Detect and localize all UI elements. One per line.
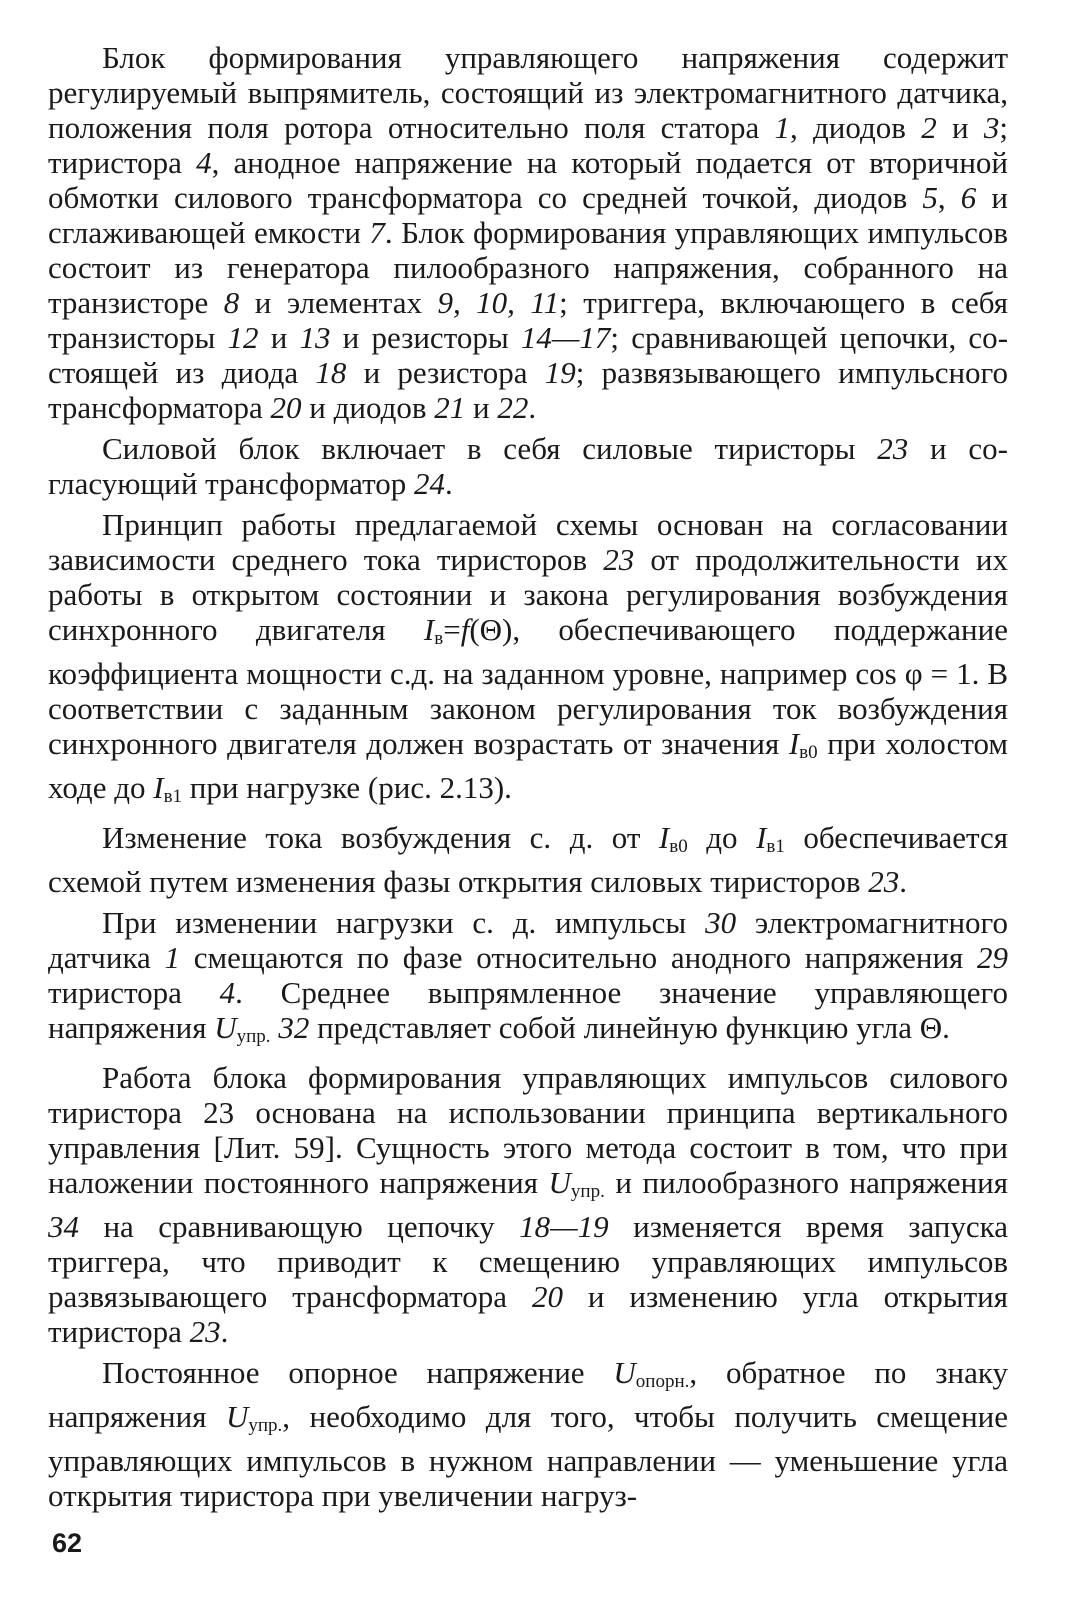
text-run: представляет собой линейную функцию угла Θ. (309, 1010, 950, 1045)
italic-run: 12 (227, 320, 259, 355)
text-run: (Θ), обеспечивающего поддержание коэффициента мощности с.д. на заданном уровне, например cos φ = 1. В соответствии с заданным законом регулирования ток возбуждения синхронного двигателя должен возрастать от значения (48, 612, 1008, 761)
italic-run: 6 (960, 180, 977, 215)
text-run: ; триггера, включающего в себя транзисторы (48, 285, 1008, 355)
text-run: при холостом ходе до (48, 726, 1009, 805)
subscript: упр. (570, 1181, 605, 1202)
text-run: . Блок формирования управляющих импульсов состоит из генератора пилообразного напряжения, собранного на транзисторе (48, 215, 1008, 320)
text-run: и пилообразного напряжения (604, 1165, 1009, 1200)
italic-run: 5 (922, 180, 938, 215)
text-run: Принцип работы предлагаемой схемы основан на согласовании зависимости среднего тока тиристоров (48, 507, 1008, 577)
paragraph-3 (48, 507, 1008, 814)
text-run: = (443, 612, 461, 647)
text-run: и сглаживающей емкости (48, 180, 1008, 250)
italic-run: I (658, 820, 670, 855)
text-run: Блок формирования управляющего напряжения содержит регулируемый выпрямитель, состоящий из электромагнитного датчика, положения поля ротора относительно поля статора (48, 40, 1008, 145)
text-run: и резистора (346, 355, 545, 390)
italic-run: 23 (868, 864, 900, 899)
text-run: и резисторы (330, 320, 521, 355)
text-run: ; сравнивающей цепочки, состоящей из диода (48, 320, 1009, 390)
text-run: и (465, 390, 498, 425)
italic-run: U (225, 1399, 249, 1434)
text-run: . (444, 466, 453, 501)
text-run: и элементах (239, 285, 438, 320)
subscript: в0 (669, 836, 688, 857)
italic-run: 23 (877, 431, 909, 466)
italic-run: I (423, 612, 435, 647)
text-run: электромагнитного датчика (48, 905, 1008, 975)
italic-run: 19 (544, 355, 576, 390)
italic-run: 14—17 (520, 320, 611, 355)
italic-run: 1 (164, 940, 181, 975)
italic-run: 2 (921, 110, 937, 145)
text-run: , обратное по знаку напряжения (48, 1355, 1008, 1434)
subscript: в1 (163, 786, 183, 807)
text-run: ; тиристора (48, 110, 1008, 180)
italic-run: 32 (278, 1010, 310, 1045)
text-run: смещаются по фазе относительно анодного напряжения (180, 940, 978, 975)
text-run: , анодное напряжение на который подается от вторичной обмотки силового трансформатора со средней точкой, диодов (48, 145, 1008, 215)
paragraph-2 (48, 431, 1008, 501)
italic-run: U (613, 1355, 636, 1390)
text-run: , (937, 180, 961, 215)
book-page (48, 40, 1008, 1560)
subscript: упр. (248, 1415, 283, 1436)
text-run: Силовой блок включает в себя силовые тиристоры (102, 431, 878, 466)
paragraph-6 (48, 1060, 1008, 1349)
text-run: до (687, 820, 757, 855)
text-run: . (899, 864, 908, 899)
text-run: и (258, 320, 300, 355)
italic-run: 23 (603, 542, 635, 577)
subscript: опорн. (635, 1371, 690, 1392)
text-run: и (936, 110, 984, 145)
italic-run: I (756, 820, 767, 855)
text-run: при нагрузке (рис. 2.13). (182, 770, 512, 805)
subscript: в (434, 628, 444, 649)
subscript: в1 (766, 836, 785, 857)
italic-run: 13 (299, 320, 331, 355)
text-run: Изменение тока возбуждения с. д. от (102, 820, 659, 855)
italic-run: 24 (413, 466, 445, 501)
italic-run: I (153, 770, 164, 805)
italic-run: 18—19 (519, 1209, 609, 1244)
text-run: на сравнивающую цепочку (79, 1209, 520, 1244)
paragraph-5 (48, 905, 1008, 1054)
paragraph-4 (48, 820, 1008, 899)
italic-run: 30 (705, 905, 737, 940)
italic-run: 21 (434, 390, 466, 425)
italic-run: 20 (270, 390, 302, 425)
text-run: Работа блока формирования управляющих импульсов силового тиристора 23 основана на использовании принципа вертикального управления [Лит. 59]. Сущность этого метода состоит в том, что при наложении постоянного напряжения (48, 1060, 1008, 1200)
italic-run: 34 (48, 1209, 79, 1244)
page-number: 62 (52, 1528, 83, 1558)
italic-run: 4 (196, 145, 212, 180)
text-run: . (220, 1314, 229, 1349)
italic-run: f (460, 612, 470, 647)
text-run: . Среднее выпрямленное значение управляющего напряжения (48, 975, 1008, 1045)
italic-run: I (788, 726, 800, 761)
text-run: изменяется время запуска триггера, что приводит к смещению управляющих импульсов развязывающего трансформатора (48, 1209, 1008, 1314)
italic-run: 4 (219, 975, 236, 1010)
text-run: обеспечивается схемой путем изменения фазы открытия силовых тиристоров (48, 820, 1009, 899)
italic-run: 3 (983, 110, 1000, 145)
italic-run: 8 (223, 285, 240, 320)
paragraph-7 (48, 1355, 1008, 1513)
text-run: и диодов (301, 390, 435, 425)
text-run: , диодов (790, 110, 922, 145)
text-run: . (528, 390, 537, 425)
italic-run: U (214, 1010, 237, 1045)
italic-run: 1 (774, 110, 790, 145)
text-run: При изменении нагрузки с. д. импульсы (102, 905, 706, 940)
subscript: в0 (799, 742, 818, 763)
italic-run: 9, 10, 11 (437, 285, 560, 320)
text-run: , необходимо для того, чтобы получить смещение управляющих импульсов в нужном направлении — уменьшение угла открытия тиристора при увеличении нагруз- (48, 1399, 1009, 1513)
text-run: тиристора (48, 975, 220, 1010)
text-run: от продолжительности их работы в открытом состоянии и закона регулирования возбуждения синхронного двигателя (48, 542, 1008, 647)
text-run: ; развязывающего импульсного трансформатора (48, 355, 1008, 425)
italic-run: 23 (189, 1314, 221, 1349)
italic-run: 18 (315, 355, 347, 390)
italic-run: 20 (531, 1279, 563, 1314)
text-run: и согласующий трансформатор (48, 431, 1008, 501)
subscript: упр. (236, 1026, 271, 1047)
italic-run: 22 (497, 390, 529, 425)
text-run: и изменению угла открытия тиристора (48, 1279, 1008, 1349)
italic-run: 29 (977, 940, 1009, 975)
italic-run: U (548, 1165, 571, 1200)
paragraph-1 (48, 40, 1008, 425)
italic-run: 7 (369, 215, 385, 250)
text-run: Постоянное опорное напряжение (102, 1355, 614, 1390)
